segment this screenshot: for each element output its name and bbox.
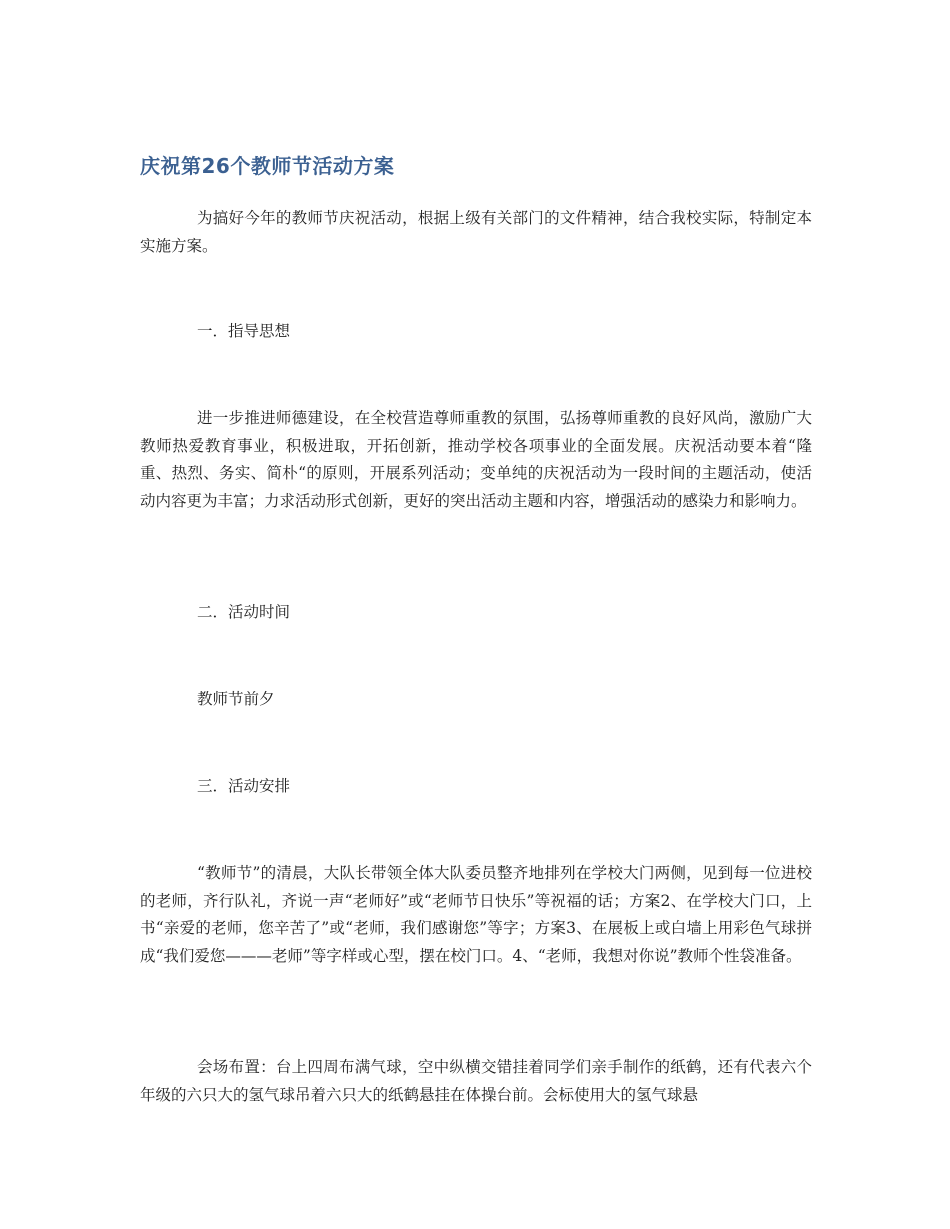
activity-time-paragraph: 教师节前夕 — [197, 690, 275, 708]
guiding-ideology-paragraph: 进一步推进师德建设，在全校营造尊师重教的氛围，弘扬尊师重教的良好风尚，激励广大教师热爱教育事业，积极进取，开拓创新，推动学校各项事业的全面发展。庆祝活动要本着“隆重、热烈、务实、简朴“的原则，开展系列活动；变单纯的庆祝活动为一段时间的主题活动，使活动内容更为丰富；力求活动形式创新，更好的突出活动主题和内容，增强活动的感染力和影响力。 — [140, 409, 812, 510]
section-heading-activity-time: 二．活动时间 — [197, 603, 291, 621]
section-heading-guiding-ideology: 一．指导思想 — [197, 322, 291, 340]
venue-layout-paragraph: 会场布置：台上四周布满气球，空中纵横交错挂着同学们亲手制作的纸鹤，还有代表六个年级的六只大的氢气球吊着六只大的纸鹤悬挂在体操台前。会标使用大的氢气球悬 — [140, 1058, 812, 1104]
intro-paragraph: 为搞好今年的教师节庆祝活动，根据上级有关部门的文件精神，结合我校实际，特制定本实施方案。 — [140, 209, 812, 255]
section-heading-activity-arrangement: 三．活动安排 — [197, 777, 291, 795]
document-title: 庆祝第26个教师节活动方案 — [140, 154, 395, 178]
activity-arrangement-paragraph: “教师节”的清晨，大队长带领全体大队委员整齐地排列在学校大门两侧，见到每一位进校的老师，齐行队礼，齐说一声“老师好”或“老师节日快乐”等祝福的话；方案2、在学校大门口，上书“亲爱的老师，您辛苦了”或“老师，我们感谢您”等字；方案3、在展板上或白墙上用彩色气球拼成“我们爱您———老师”等字样或心型，摆在校门口。4、“老师，我想对你说”教师个性袋准备。 — [140, 864, 812, 965]
